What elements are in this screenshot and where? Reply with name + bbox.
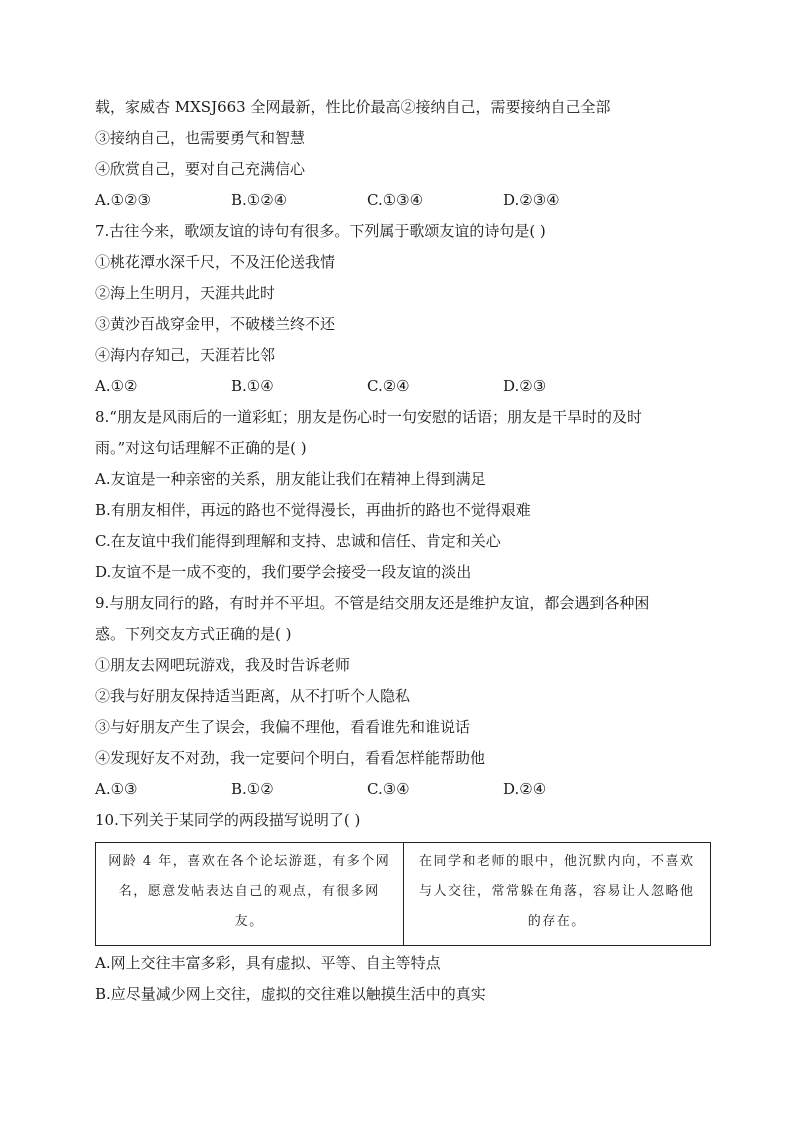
q10-choice-b: B.应尽量减少网上交往，虚拟的交往难以触摸生活中的真实 [95,985,486,1003]
q8-choice-c: C.在友谊中我们能得到理解和支持、忠诚和信任、肯定和关心 [95,532,501,550]
q8-stem-line-1: 8.“朋友是风雨后的一道彩虹；朋友是伤心时一句安慰的话语；朋友是干旱时的及时 [95,408,642,426]
q8-choice-d: D.友谊不是一成不变的，我们要学会接受一段友谊的淡出 [95,563,472,581]
q7-item-4: ④海内存知己，天涯若比邻 [95,346,276,364]
q6-option-c: C.①③④ [367,191,424,209]
q6-item-4: ④欣赏自己，要对自己充满信心 [95,160,306,178]
q9-stem-line-1: 9.与朋友同行的路，有时并不平坦。不管是结交朋友还是维护友谊，都会遇到各种困 [95,594,650,612]
q6-option-a: A.①②③ [95,191,151,209]
q9-option-b: B.①② [231,780,274,798]
q9-options [95,774,715,805]
q7-option-c: C.②④ [367,377,410,395]
q9-item-2: ②我与好朋友保持适当距离，从不打听个人隐私 [95,687,411,705]
q10-choice-a: A.网上交往丰富多彩，具有虚拟、平等、自主等特点 [95,954,441,972]
q7-option-d: D.②③ [503,377,547,395]
q10-stem: 10.下列关于某同学的两段描写说明了( ) [95,811,361,829]
q6-option-b: B.①②④ [231,191,288,209]
exam-page [95,92,715,1010]
q6-continued-line: 载，家威杏 MXSJ663 全网最新，性比价最高②接纳自己，需要接纳自己全部 [95,98,611,116]
q9-item-3: ③与好朋友产生了误会，我偏不理他，看看谁先和谁说话 [95,718,471,736]
q9-stem-line-2: 惑。下列交友方式正确的是( ) [95,625,292,643]
q7-item-2: ②海上生明月，天涯共此时 [95,284,276,302]
q8-choice-a: A.友谊是一种亲密的关系，朋友能让我们在精神上得到满足 [95,470,486,488]
q6-item-3: ③接纳自己，也需要勇气和智慧 [95,129,306,147]
q6-options [95,185,715,216]
q7-options [95,371,715,402]
q7-item-1: ①桃花潭水深千尺，不及汪伦送我情 [95,253,336,271]
q7-option-b: B.①④ [231,377,274,395]
q7-option-a: A.①② [95,377,138,395]
q9-option-a: A.①③ [95,780,138,798]
q8-choice-b: B.有朋友相伴，再远的路也不觉得漫长，再曲折的路也不觉得艰难 [95,501,531,519]
q10-offline-description: 在同学和老师的眼中，他沉默内向，不喜欢与人交往，常常躲在角落，容易让人忽略他的存在。 [403,843,711,946]
q9-option-c: C.③④ [367,780,410,798]
q9-option-d: D.②④ [503,780,547,798]
q9-item-1: ①朋友去网吧玩游戏，我及时告诉老师 [95,656,351,674]
q6-option-d: D.②③④ [503,191,560,209]
q9-item-4: ④发现好友不对劲，我一定要问个明白，看看怎样能帮助他 [95,749,486,767]
q10-online-description: 网龄 4 年，喜欢在各个论坛游逛，有多个网名，愿意发帖表达自己的观点，有很多网友。 [96,843,404,946]
q7-item-3: ③黄沙百战穿金甲，不破楼兰终不还 [95,315,336,333]
q7-stem: 7.古往今来，歌颂友谊的诗句有很多。下列属于歌颂友谊的诗句是( ) [95,222,546,240]
q10-description-table [95,842,711,946]
q8-stem-line-2: 雨。”对这句话理解不正确的是( ) [95,439,307,457]
